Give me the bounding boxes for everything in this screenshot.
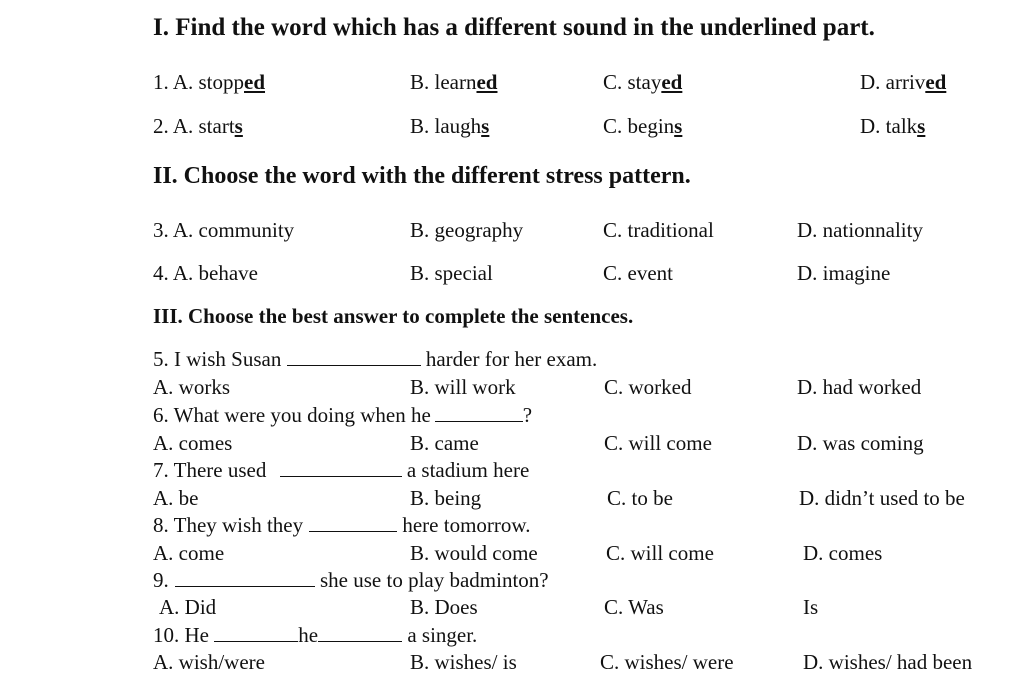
q8-option-c: C. will come	[606, 541, 714, 565]
q7-stem: 7. There used a stadium here	[153, 458, 530, 482]
section-3-title: III. Choose the best answer to complete the sentences.	[153, 304, 634, 328]
q9-option-d: Is	[803, 595, 819, 619]
q8-option-d: D. comes	[803, 541, 883, 565]
q2-option-a: 2. A. starts	[153, 114, 243, 138]
q3-option-d: D. nationnality	[797, 218, 923, 242]
q10-option-a: A. wish/were	[153, 650, 265, 674]
q9-option-a: A. Did	[159, 595, 217, 619]
answer-blank	[318, 640, 402, 642]
q8-option-b: B. would come	[410, 541, 538, 565]
q5-option-d: D. had worked	[797, 375, 922, 399]
q7-option-c: C. to be	[607, 486, 673, 510]
q3-option-a: 3. A. community	[153, 218, 295, 242]
q10-option-c: C. wishes/ were	[600, 650, 734, 674]
q5-stem: 5. I wish Susan harder for her exam.	[153, 347, 598, 371]
answer-blank	[280, 475, 402, 477]
q6-option-b: B. came	[410, 431, 479, 455]
q6-stem: 6. What were you doing when he ?	[153, 403, 533, 427]
q3-option-b: B. geography	[410, 218, 524, 242]
q10-option-b: B. wishes/ is	[410, 650, 517, 674]
q4-option-c: C. event	[603, 261, 673, 285]
q8-stem: 8. They wish they here tomorrow.	[153, 513, 531, 537]
q1-option-c: C. stayed	[603, 70, 683, 94]
q2-option-c: C. begins	[603, 114, 683, 138]
q6-option-a: A. comes	[153, 431, 233, 455]
q5-option-b: B. will work	[410, 375, 516, 399]
q1-option-b: B. learned	[410, 70, 498, 94]
section-1-title: I. Find the word which has a different sound in the underlined part.	[153, 14, 875, 41]
q6-option-c: C. will come	[604, 431, 712, 455]
answer-blank	[309, 530, 397, 532]
q1-option-a: 1. A. stopped	[153, 70, 266, 94]
q7-option-a: A. be	[153, 486, 199, 510]
answer-blank	[287, 364, 421, 366]
answer-blank	[435, 420, 523, 422]
q5-option-c: C. worked	[604, 375, 692, 399]
q10-option-d: D. wishes/ had been	[803, 650, 973, 674]
q10-stem: 10. He he a singer.	[153, 623, 478, 647]
q4-option-d: D. imagine	[797, 261, 891, 285]
q6-option-d: D. was coming	[797, 431, 924, 455]
q9-stem: 9. she use to play badminton?	[153, 568, 549, 592]
q7-option-d: D. didn’t used to be	[799, 486, 965, 510]
q7-option-b: B. being	[410, 486, 482, 510]
q5-option-a: A. works	[153, 375, 230, 399]
answer-blank	[175, 585, 315, 587]
q2-option-d: D. talks	[860, 114, 926, 138]
q4-option-a: 4. A. behave	[153, 261, 258, 285]
q3-option-c: C. traditional	[603, 218, 714, 242]
q4-option-b: B. special	[410, 261, 493, 285]
q2-option-b: B. laughs	[410, 114, 490, 138]
q1-option-d: D. arrived	[860, 70, 947, 94]
section-2-title: II. Choose the word with the different stress pattern.	[153, 163, 691, 189]
q9-option-c: C. Was	[604, 595, 664, 619]
answer-blank	[214, 640, 298, 642]
q9-option-b: B. Does	[410, 595, 478, 619]
q8-option-a: A. come	[153, 541, 225, 565]
